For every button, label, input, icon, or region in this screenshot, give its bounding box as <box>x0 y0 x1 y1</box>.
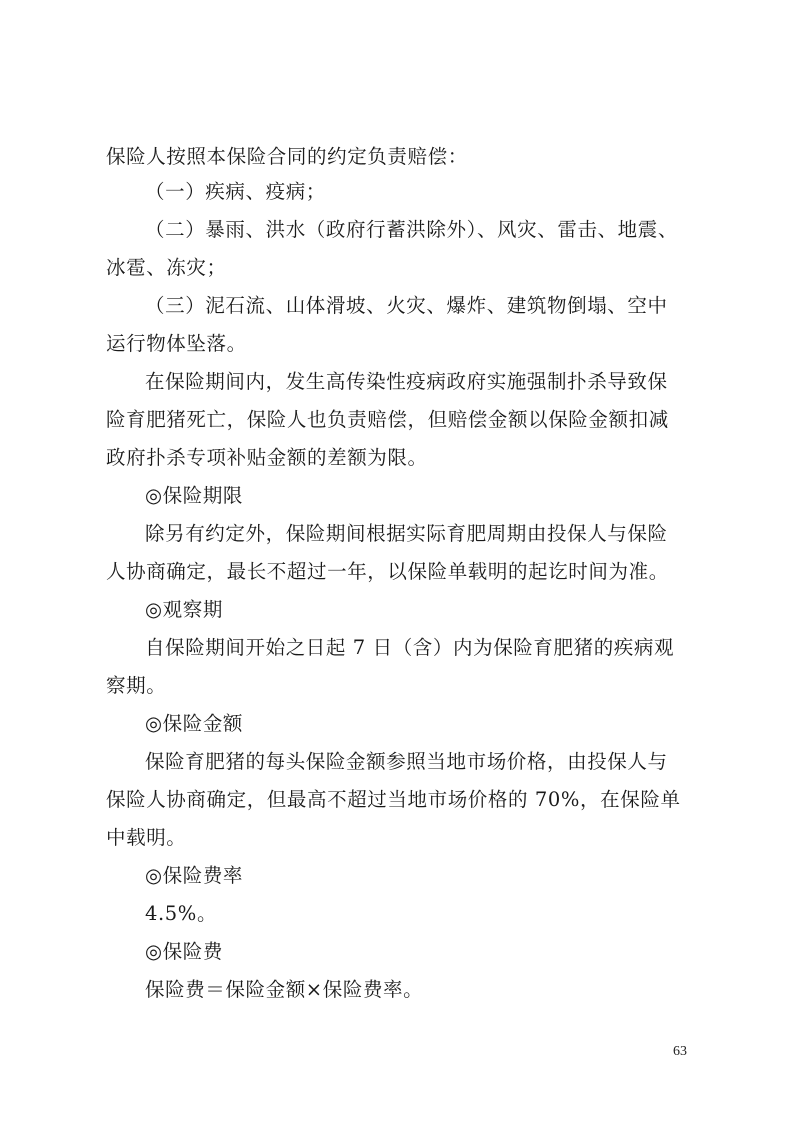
text-line: 中载明。 <box>106 826 187 849</box>
section-heading: ◎保险费率 <box>145 864 244 887</box>
section-heading: ◎保险期限 <box>145 484 244 507</box>
page-number: 63 <box>673 1044 687 1059</box>
section-heading: ◎观察期 <box>145 598 223 621</box>
text-line: 人协商确定，最长不超过一年，以保险单载明的起讫时间为准。 <box>106 560 669 583</box>
text-line: 险育肥猪死亡，保险人也负责赔偿，但赔偿金额以保险金额扣减 <box>106 408 669 431</box>
section-heading: ◎保险金额 <box>145 712 244 735</box>
text-line: （一）疾病、疫病； <box>145 180 326 203</box>
text-line: （二）暴雨、洪水（政府行蓄洪除外）、风灾、雷击、地震、 <box>145 218 678 241</box>
text-line: 4.5%。 <box>145 902 218 925</box>
text-line: 保险人协商确定，但最高不超过当地市场价格的 70%，在保险单 <box>106 788 681 811</box>
text-line: 察期。 <box>106 674 167 697</box>
section-heading: ◎保险费 <box>145 940 223 963</box>
text-line: 保险育肥猪的每头保险金额参照当地市场价格，由投保人与 <box>145 750 668 773</box>
text-line: 除另有约定外，保险期间根据实际育肥周期由投保人与保险 <box>145 522 668 545</box>
text-line: 自保险期间开始之日起 7 日（含）内为保险育肥猪的疾病观 <box>145 636 675 659</box>
text-line: 保险费＝保险金额×保险费率。 <box>145 978 424 1001</box>
text-line: 政府扑杀专项补贴金额的差额为限。 <box>106 446 428 469</box>
text-line: 在保险期间内，发生高传染性疫病政府实施强制扑杀导致保 <box>145 370 668 393</box>
text-line: 保险人按照本保险合同的约定负责赔偿： <box>106 145 468 168</box>
text-line: 运行物体坠落。 <box>106 332 247 355</box>
text-line: （三）泥石流、山体滑坡、火灾、爆炸、建筑物倒塌、空中 <box>145 294 668 317</box>
text-line: 冰雹、冻灾； <box>106 256 227 279</box>
